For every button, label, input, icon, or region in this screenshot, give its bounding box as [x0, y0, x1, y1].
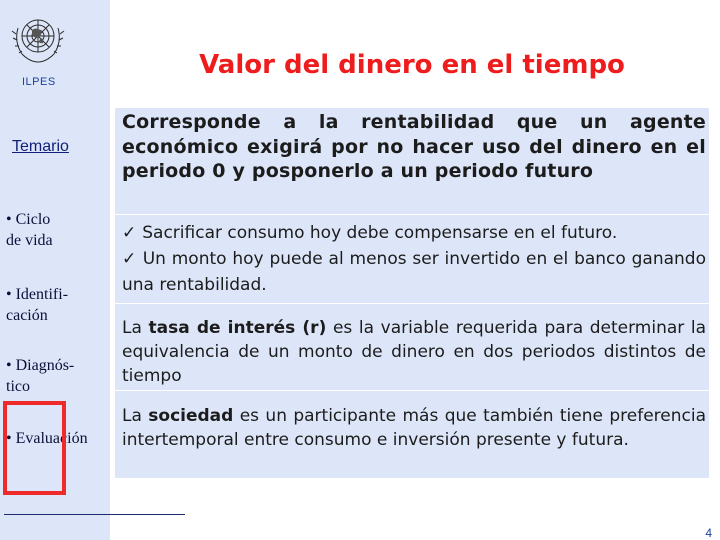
un-emblem-icon: [8, 8, 68, 68]
definition-text: Corresponde a la rentabilidad que un agente económico exigirá por no hacer uso del dinero en el periodo 0 y posponerlo a un periodo futuro: [122, 111, 706, 182]
checkmark-icon: ✓: [122, 223, 137, 243]
sidebar-item-evaluacion[interactable]: • Evaluación: [6, 430, 88, 447]
reason-item: [122, 220, 706, 246]
reason-text: Sacrificar consumo hoy debe compensarse en el futuro.: [142, 223, 618, 243]
reason-text: Un monto hoy puede al menos ser invertido en el banco ganando una rentabilidad.: [122, 249, 706, 295]
footer-divider: [4, 514, 185, 515]
society-text: [122, 404, 706, 452]
sidebar-item-diagnostico[interactable]: • Diagnós- tico: [6, 357, 75, 395]
society-description: es un participante más que también tiene preferencia intertemporal entre consumo e inversión presente y futura.: [122, 406, 707, 450]
rate-term: tasa de interés (r): [148, 318, 327, 338]
current-section-highlight: [3, 401, 66, 495]
sidebar-heading[interactable]: Temario: [12, 138, 69, 155]
slide-title: Valor del dinero en el tiempo: [199, 50, 625, 80]
reasons-list: [122, 220, 706, 298]
page-number: 4: [705, 526, 712, 540]
society-term: sociedad: [148, 406, 234, 426]
society-prefix: La: [122, 406, 142, 426]
rate-prefix: La: [122, 318, 142, 338]
rate-description: es la variable requerida para determinar la equivalencia de un monto de dinero en dos periodos distintos de tiempo: [122, 318, 707, 386]
checkmark-icon: ✓: [122, 249, 137, 269]
logo-label: ILPES: [22, 76, 56, 88]
reason-item: [122, 246, 706, 298]
sidebar-item-identificacion[interactable]: • Identifi- cación: [6, 286, 69, 324]
interest-rate-text: [122, 316, 706, 388]
sidebar-item-ciclo-de-vida[interactable]: • Ciclo de vida: [6, 211, 53, 249]
